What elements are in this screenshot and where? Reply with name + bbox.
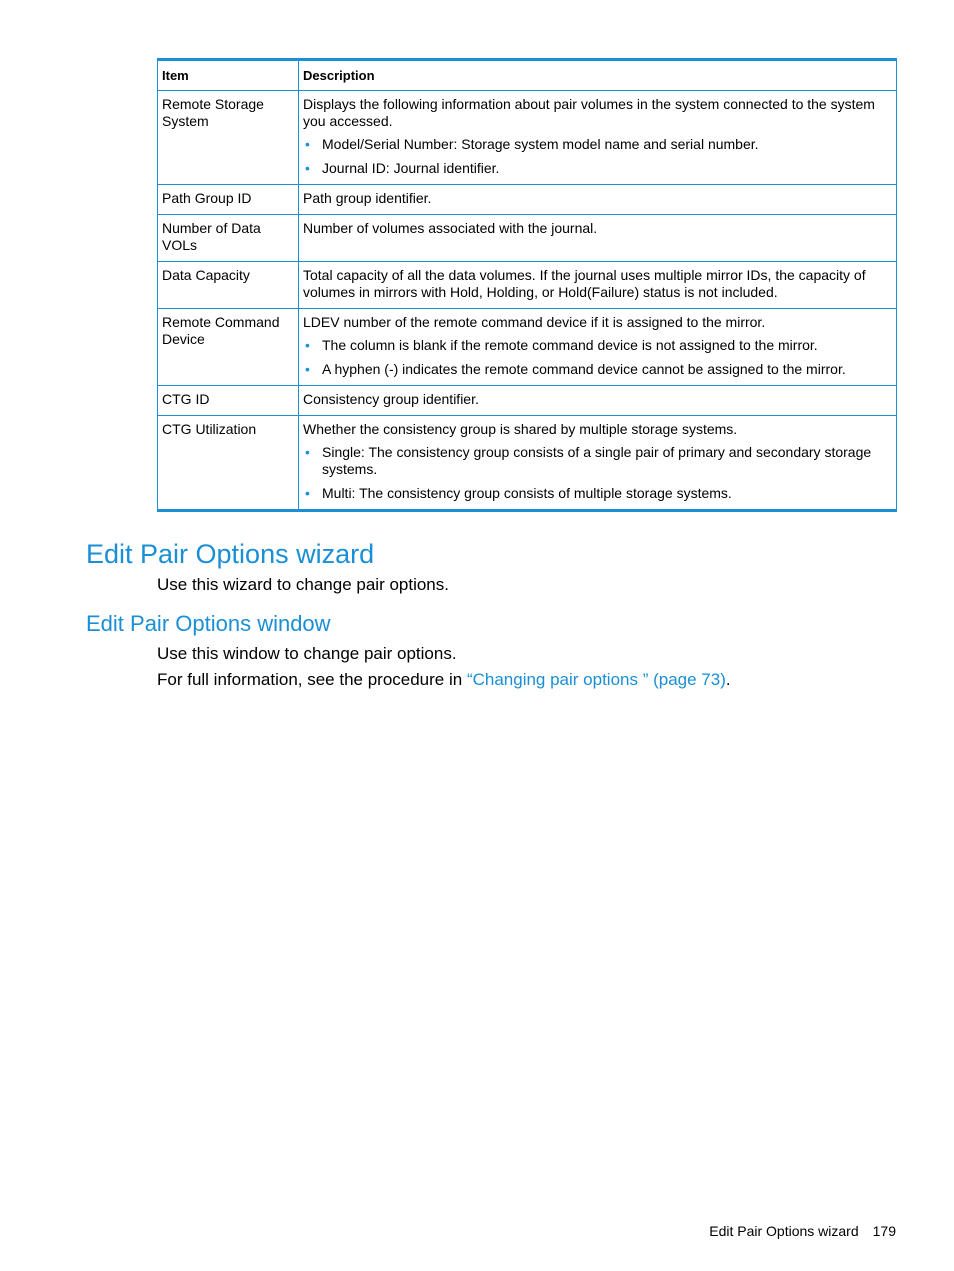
row-description: Displays the following information about pair volumes in the system connected to the system you accessed. [303,96,875,129]
table-row [158,309,897,386]
row-description-cell [299,262,897,309]
row-description-cell [299,309,897,386]
bullet-icon: • [305,485,310,501]
section-title-wizard: Edit Pair Options wizard [86,539,375,569]
reference-prefix: For full information, see the procedure in [157,670,467,689]
bullet-text: The column is blank if the remote command device is not assigned to the mirror. [322,337,818,353]
row-description: Whether the consistency group is shared by multiple storage systems. [303,421,738,437]
bullet-icon: • [305,337,310,353]
row-description: Path group identifier. [303,190,432,206]
bullet-item [303,160,892,177]
row-item: Data Capacity [158,262,299,309]
changing-pair-options-link[interactable]: “Changing pair options ” (page 73) [466,670,726,689]
bullet-item [303,136,892,153]
row-item: Remote Storage System [158,91,299,185]
footer-section-title: Edit Pair Options wizard [709,1223,859,1239]
table-row [158,386,897,416]
table-row [158,185,897,215]
bullet-icon: • [305,361,310,377]
row-description-cell [299,215,897,262]
bullet-item [303,444,892,478]
bullet-text: Journal ID: Journal identifier. [322,160,500,176]
row-item: CTG Utilization [158,416,299,511]
section-body-window: Use this window to change pair options. [157,644,457,663]
reference-suffix: . [725,670,731,689]
bullet-list [303,337,892,378]
bullet-text: Model/Serial Number: Storage system model name and serial number. [322,136,759,152]
row-description: Total capacity of all the data volumes. If the journal uses multiple mirror IDs, the capacity of volumes in mirrors with Hold, Holding, or Hold(Failure) status is not included. [303,267,866,300]
bullet-text: Single: The consistency group consists of a single pair of primary and secondary storage systems. [322,444,872,477]
bullet-list [303,444,892,502]
bullet-icon: • [305,136,310,152]
row-description-cell [299,91,897,185]
row-description-cell [299,416,897,511]
bullet-item [303,485,892,502]
bullet-list [303,136,892,177]
table-row [158,262,897,309]
table-row [158,215,897,262]
bullet-icon: • [305,444,310,460]
item-description-table [157,58,897,512]
page-number: 179 [872,1223,896,1239]
section-title-window: Edit Pair Options window [86,611,331,636]
header-description: Description [299,60,897,91]
table-header-row [158,60,897,91]
reference-paragraph [157,669,731,691]
table-body [158,91,897,511]
row-item: Remote Command Device [158,309,299,386]
bullet-item [303,361,892,378]
page-footer [709,1221,896,1241]
row-description: LDEV number of the remote command device if it is assigned to the mirror. [303,314,766,330]
row-item: CTG ID [158,386,299,416]
row-description: Number of volumes associated with the journal. [303,220,598,236]
row-description-cell [299,185,897,215]
row-item: Path Group ID [158,185,299,215]
bullet-item [303,337,892,354]
bullet-text: Multi: The consistency group consists of multiple storage systems. [322,485,732,501]
table-row [158,91,897,185]
bullet-icon: • [305,160,310,176]
table-row [158,416,897,511]
section-body-wizard: Use this wizard to change pair options. [157,575,449,594]
row-description: Consistency group identifier. [303,391,479,407]
row-item: Number of Data VOLs [158,215,299,262]
bullet-text: A hyphen (-) indicates the remote command device cannot be assigned to the mirror. [322,361,846,377]
header-item: Item [158,60,299,91]
row-description-cell [299,386,897,416]
